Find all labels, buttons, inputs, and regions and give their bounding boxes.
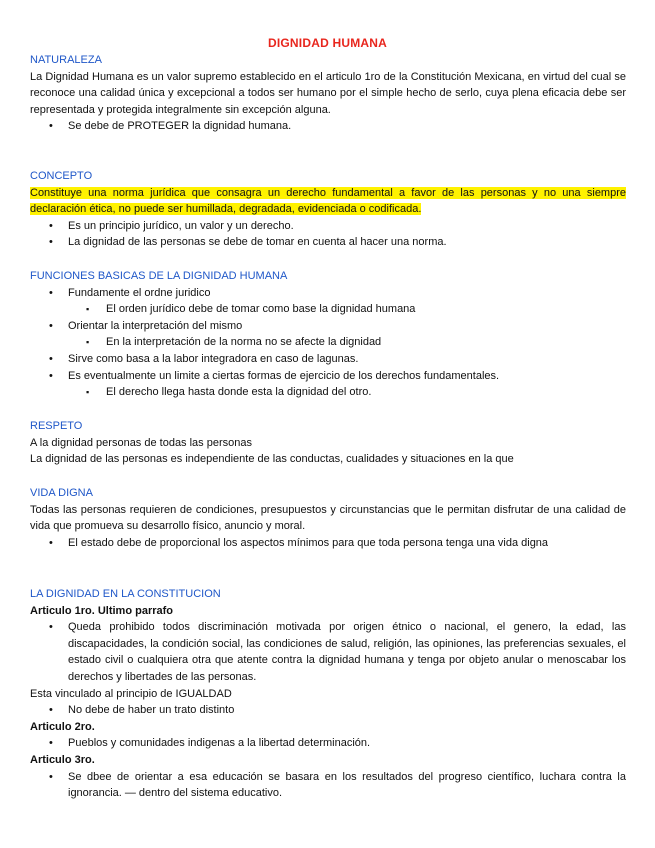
articulo-3-title: Articulo 3ro. <box>30 753 95 766</box>
funciones-item-1-sub: ▪ El orden jurídico debe de tomar como base la dignidad humana <box>30 301 626 318</box>
funciones-item-4: • Es eventualmente un limite a ciertas formas de ejercicio de los derechos fundamentales. <box>30 368 626 385</box>
section-constitucion <box>30 586 626 802</box>
igualdad-bullet: • No debe de haber un trato distinto <box>30 702 626 719</box>
concepto-highlighted-text: Constituye una norma jurídica que consagra un derecho fundamental a favor de las personas y no una siempre declaración ética, no puede ser humillada, degradada, evidenciada o codificada. <box>30 186 626 216</box>
concepto-bullet-1: • Es un principio jurídico, un valor y un derecho. <box>30 218 626 235</box>
heading-funciones: FUNCIONES BASICAS DE LA DIGNIDAD HUMANA <box>30 270 288 282</box>
funciones-item-2: • Orientar la interpretación del mismo <box>30 318 626 335</box>
respeto-line-1: A la dignidad personas de todas las personas <box>30 436 252 449</box>
articulo-2-bullet: • Pueblos y comunidades indigenas a la libertad determinación. <box>30 735 626 752</box>
section-funciones <box>30 268 626 401</box>
concepto-bullet-2: • La dignidad de las personas se debe de tomar en cuenta al hacer una norma. <box>30 234 626 251</box>
heading-naturaleza: NATURALEZA <box>30 54 102 66</box>
articulo-1-title: Articulo 1ro. Ultimo parrafo <box>30 604 174 617</box>
funciones-item-1: • Fundamente el ordne juridico <box>30 285 626 302</box>
section-concepto <box>30 168 626 251</box>
naturaleza-paragraph: La Dignidad Humana es un valor supremo establecido en el articulo 1ro de la Constitución Mexicana, en virtud del cual se reconoce una calidad única y excepcional a todos ser humano por el simple hecho de serlo, cuya plena eficacia debe ser representada y protegida integralmente sin excepción alguna. <box>30 70 626 116</box>
section-naturaleza <box>30 52 626 135</box>
naturaleza-bullet-1: • Se debe de PROTEGER la dignidad humana. <box>30 118 626 135</box>
section-respeto <box>30 418 626 468</box>
articulo-1-bullet: • Queda prohibido todos discriminación motivada por origen étnico o nacional, el genero, la edad, las discapacidades, la condición social, las condiciones de salud, religión, las opiniones, las preferencias sexuales, el estado civil o cualquiera otra que atente contra la dignidad humana y tenga por objeto anular o menoscabar los derechos y libertades de las personas. <box>30 619 626 685</box>
section-vida-digna <box>30 485 626 551</box>
heading-respeto: RESPETO <box>30 420 83 432</box>
vida-paragraph: Todas las personas requieren de condiciones, presupuestos y circunstancias que le permitan disfrutar de una calidad de vida que promueva su desarrollo físico, anuncio y moral. <box>30 503 626 533</box>
heading-constitucion: LA DIGNIDAD EN LA CONSTITUCION <box>30 588 221 600</box>
respeto-line-2: La dignidad de las personas es independiente de las conductas, cualidades y situaciones en la que <box>30 453 514 466</box>
igualdad-text: Esta vinculado al principio de IGUALDAD <box>30 687 232 700</box>
vida-bullet-1: • El estado debe de proporcional los aspectos mínimos para que toda persona tenga una vida digna <box>30 535 626 552</box>
heading-concepto: CONCEPTO <box>30 170 93 182</box>
articulo-2-title: Articulo 2ro. <box>30 720 95 733</box>
articulo-3-bullet: • Se dbee de orientar a esa educación se basara en los resultados del progreso científico, luchara contra la ignorancia. — dentro del sistema educativo. <box>30 769 626 802</box>
document-title: DIGNIDAD HUMANA <box>268 36 387 50</box>
funciones-item-2-sub: ▪ En la interpretación de la norma no se afecte la dignidad <box>30 334 626 351</box>
heading-vida-digna: VIDA DIGNA <box>30 487 93 499</box>
funciones-item-4-sub: ▪ El derecho llega hasta donde esta la dignidad del otro. <box>30 384 626 401</box>
funciones-item-3: • Sirve como basa a la labor integradora en caso de lagunas. <box>30 351 626 368</box>
